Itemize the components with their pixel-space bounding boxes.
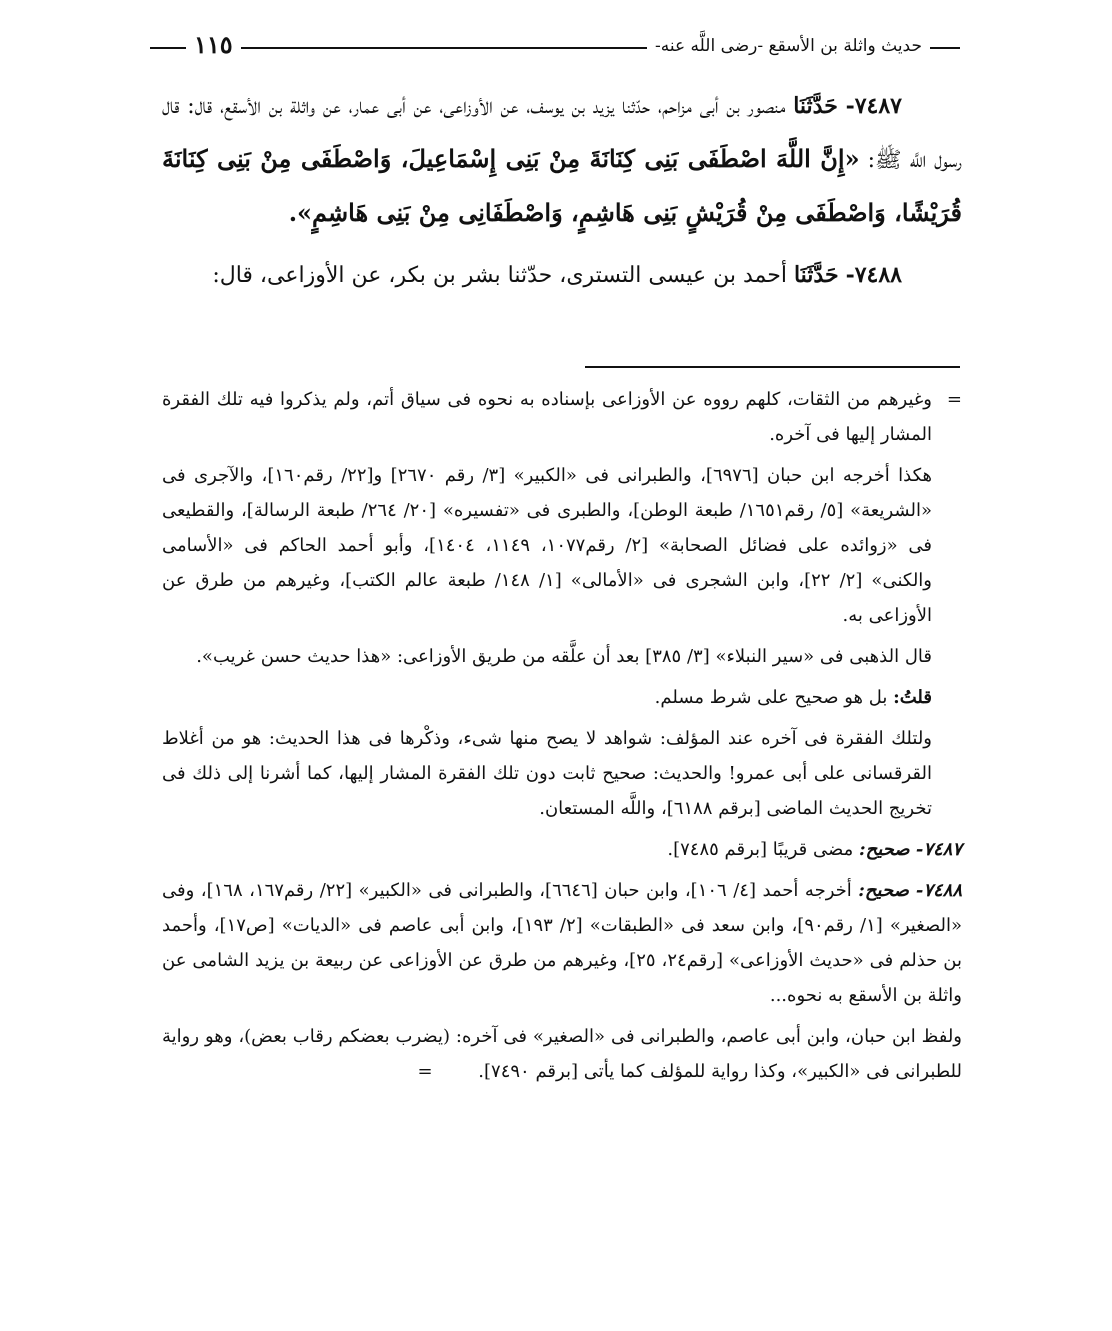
main-text: [162, 80, 962, 302]
header-title: حديث واثلة بن الأسقع -رضى اللَّه عنه-: [647, 32, 930, 60]
footnote-paragraph: [162, 1019, 962, 1089]
running-header: [150, 32, 960, 62]
matn: «إِنَّ اللَّهَ اصْطَفَى بَنِى كِنَانَةَ مِنْ بَنِى إِسْمَاعِيلَ، وَاصْطَفَى مِنْ بَنِى كِنَانَةَ قُرَيْشًا، وَاصْطَفَى مِنْ قُرَيْشٍ بَنِى هَاشِمٍ، وَاصْطَفَانِى مِنْ بَنِى هَاشِمٍ».: [162, 144, 962, 227]
footnote-paragraph: قال الذهبى فى «سير النبلاء» [٣/ ٣٨٥] بعد أن علَّقه من طريق الأوزاعى: «هذا حديث حسن غريب».: [196, 646, 932, 667]
footnote-paragraph: = وغيرهم من الثقات، كلهم رووه عن الأوزاعى بإسناده به نحوه فى سياق أتم، ولم يذكروا فيه تلك الفقرة المشار إليها فى آخره.: [162, 382, 962, 452]
footnotes: [162, 382, 962, 1095]
hadith-number: ٧٤٨٨-: [845, 262, 902, 288]
grade-label: ٧٤٨٨- صحيح:: [858, 880, 963, 901]
hadith-number: ٧٤٨٧-: [845, 93, 902, 119]
footnote-text: ولفظ ابن حبان، وابن أبى عاصم، والطبرانى فى «الصغير» فى آخره: (يضرب بعضكم رقاب بعض)، وهو رواية للطبرانى فى «الكبير»، وكذا رواية للمؤلف كما يأتى [برقم ٧٤٩٠].: [162, 1026, 962, 1082]
haddathana: حَدَّثَنَا: [793, 93, 838, 119]
page-number: ١١٥: [186, 30, 241, 60]
hadith-7488: [162, 249, 962, 302]
footnote-paragraph: ولتلك الفقرة فى آخره عند المؤلف: شواهد لا يصح منها شىء، وذكْرها فى هذا الحديث: هو من أغلاط القرقسانى على أبى عمرو! والحديث: صحيح ثابت دون تلك الفقرة المشار إليها، كما أشرنا إلى ذلك فى تخريج الحديث الماضى [برقم ٦١٨٨]، واللَّه المستعان.: [162, 728, 932, 819]
footnote-paragraph: [162, 680, 962, 715]
isnad: منصور بن أبى مزاحم، حدّثنا يزيد بن يوسف، عن الأوزاعى، عن أبى عمار، عن واثلة بن الأسقع، قال: قال رسول اللَّه ﷺ:: [162, 94, 962, 173]
takhrij-7488: [162, 873, 962, 1013]
footnote-text: أخرجه أحمد [٤/ ١٠٦]، وابن حبان [٦٦٤٦]، والطبرانى فى «الكبير» [٢٢/ رقم١٦٧، ١٦٨]، وفى «الصغير» [١/ رقم٩٠]، وابن سعد فى «الطبقات» [٢/ ١٩٣]، وابن أبى عاصم فى «الديات» [ص١٧]، وأحمد بن حذلم فى «حديث الأوزاعى» [رقم٢٤، ٢٥]، وغيرهم من طرق عن الأوزاعى عن ربيعة بن يزيد الشامى عن واثلة بن الأسقع به نحوه...: [162, 880, 963, 1006]
footnote-text: بل هو صحيح على شرط مسلم.: [654, 687, 888, 708]
grade-label: ٧٤٨٧- صحيح:: [858, 839, 962, 860]
haddathana: حَدَّثَنَا: [793, 262, 839, 288]
takhrij-7487: [162, 832, 962, 867]
isnad: أحمد بن عيسى التسترى، حدّثنا بشر بن بكر، عن الأوزاعى، قال:: [212, 263, 787, 288]
footnote-text: مضى قريبًا [برقم ٧٤٨٥].: [667, 839, 854, 860]
qultu-label: قلتُ:: [893, 687, 932, 708]
footnote-separator: [585, 366, 960, 368]
footnote-paragraph: هكذا أخرجه ابن حبان [٦٩٧٦]، والطبرانى فى «الكبير» [٣/ رقم ٢٦٧٠] و[٢٢/ رقم١٦٠]، والآجرى فى «الشريعة» [٥/ رقم١٦٥١/ طبعة الوطن]، والطبرى فى «تفسيره» [٢٠/ ٢٦٤/ طبعة الرسالة]، والقطيعى فى «زوائده على فضائل الصحابة» [٢/ رقم١٠٧٧، ١١٤٩، ١٤٠٤]، وأبو أحمد الحاكم فى «الأسامى والكنى» [٢/ ٢٢]، وابن الشجرى فى «الأمالى» [١/ ١٤٨/ طبعة عالم الكتب]، وغيرهم من طرق عن الأوزاعى به.: [162, 465, 933, 626]
hadith-7487: [162, 80, 962, 241]
continuation-mark: =: [417, 1061, 433, 1082]
